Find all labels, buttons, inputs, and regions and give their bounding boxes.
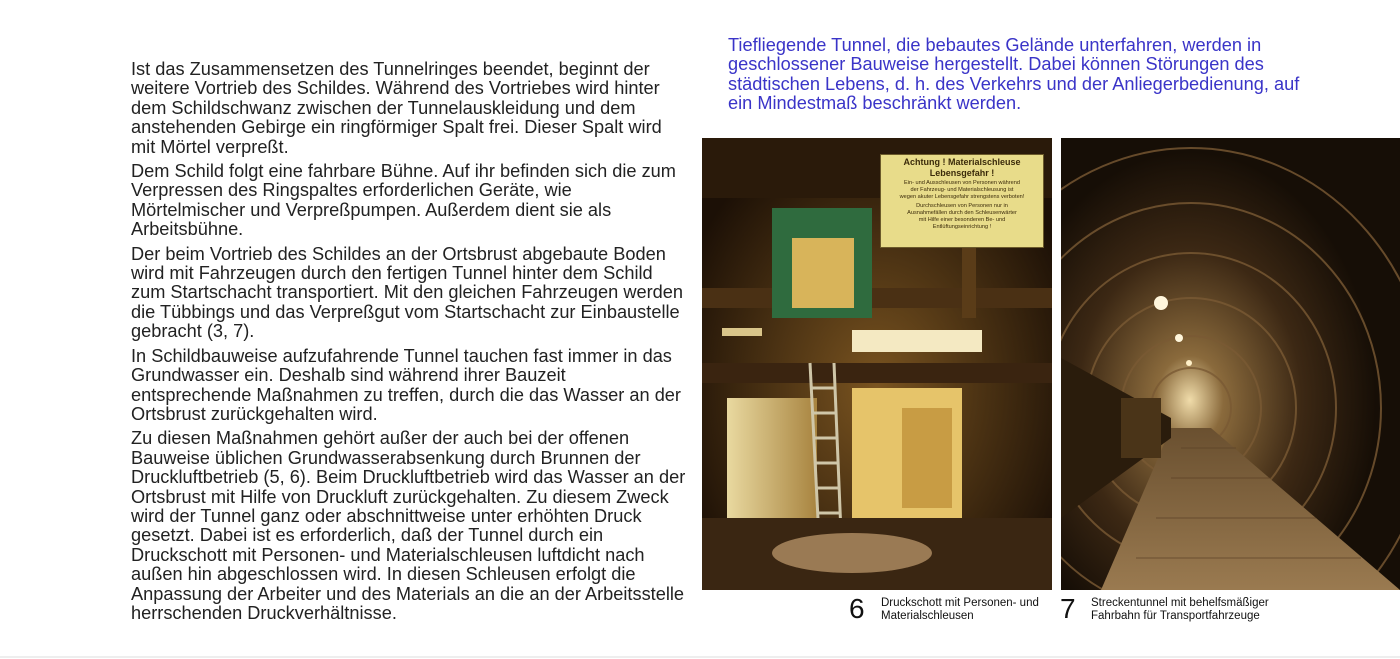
figure-7-number: 7	[1060, 593, 1076, 624]
photo-running-tunnel	[1061, 138, 1400, 590]
intro-text: Tiefliegende Tunnel, die bebautes Gelände unterfahren, werden in geschlossener Bauweise hergestellt. Dabei können Störungen des städtischen Lebens, d. h. des Verkehrs und der Anliegerbedienung, auf ein Mindestmaß beschränkt werden.	[728, 35, 1300, 114]
sign-line-4: der Fahrzeug- und Materialschleusung ist	[910, 187, 1014, 193]
figure-6-number: 6	[849, 593, 865, 624]
figure-7-caption	[1091, 597, 1269, 622]
sign-line-8: mit Hilfe einer besonderen Be- und	[918, 217, 1006, 223]
sign-line-7: Ausnahmefällen durch den Schleusenwärter	[907, 210, 1017, 216]
paragraph-5: Zu diesen Maßnahmen gehört außer der auch bei der offenen Bauweise üblichen Grundwasserabsenkung durch Brunnen der Druckluftbetrieb (5, 6). Beim Druckluftbetrieb wird das Wasser an der Ortsbrust mit Hilfe von Druckluft zurückgehalten. Zu diesem Zweck wird der Tunnel ganz oder abschnittweise unter erhöhten Druck gesetzt. Dabei ist es erforderlich, daß der Tunnel durch ein Druckschott mit Personen- und Materialschleusen luftdicht nach außen hin abgeschlossen wird. In diesen Schleusen erfolgt die Anpassung der Arbeiter und des Materials an die an der Arbeitsstelle herrschenden Druckverhältnisse.	[131, 428, 686, 623]
sign-line-5: wegen akuter Lebensgefahr strengstens verboten!	[899, 194, 1025, 200]
sign-line-9: Entlüftungseinrichtung !	[932, 224, 992, 230]
paragraph-1: Ist das Zusammensetzen des Tunnelringes beendet, beginnt der weitere Vortrieb des Schildes. Während des Vortriebes wird hinter dem Schildschwanz zwischen der Tunnelauskleidung und dem anstehenden Gebirge ein ringförmiger Spalt frei. Dieser Spalt wird mit Mörtel verpreßt.	[131, 59, 662, 157]
paragraph-2: Dem Schild folgt eine fahrbare Bühne. Auf ihr befinden sich die zum Verpressen des Ringspaltes erforderlichen Geräte, wie Mörtelmischer und Verpreßpumpen. Außerdem dient sie als Arbeitsbühne.	[131, 161, 676, 240]
warning-sign	[880, 154, 1044, 248]
figure-7-caption-line-1: Streckentunnel mit behelfsmäßiger	[1091, 597, 1269, 609]
photo-pressure-bulkhead	[702, 138, 1052, 590]
body-text-column	[131, 60, 686, 628]
sign-line-2: Lebensgefahr !	[929, 168, 995, 178]
figure-6-caption-line-1: Druckschott mit Personen- und	[881, 597, 1039, 609]
sign-line-6: Durchschleusen von Personen nur in	[916, 203, 1008, 209]
sign-line-1: Achtung ! Materialschleuse	[903, 157, 1021, 167]
figure-7-caption-line-2: Fahrbahn für Transportfahrzeuge	[1091, 609, 1260, 622]
figure-6-caption	[881, 597, 1039, 622]
paragraph-4: In Schildbauweise aufzufahrende Tunnel tauchen fast immer in das Grundwasser ein. Deshalb sind während ihrer Bauzeit entsprechende Maßnahmen zu treffen, durch die das Wasser an der Ortsbrust zurückgehalten wird.	[131, 345, 681, 424]
sign-line-3: Ein- und Ausschleusen von Personen während	[904, 180, 1020, 186]
bottom-divider	[0, 656, 1400, 658]
paragraph-3: Der beim Vortrieb des Schildes an der Ortsbrust abgebaute Boden wird mit Fahrzeugen durch den fertigen Tunnel hinter dem Schild zum Startschacht transportiert. Mit den gleichen Fahrzeugen werden die Tübbings und das Verpreßgut vom Startschacht zur Einbaustelle gebracht (3, 7).	[131, 243, 683, 342]
figure-6-caption-line-2: Materialschleusen	[881, 609, 974, 622]
